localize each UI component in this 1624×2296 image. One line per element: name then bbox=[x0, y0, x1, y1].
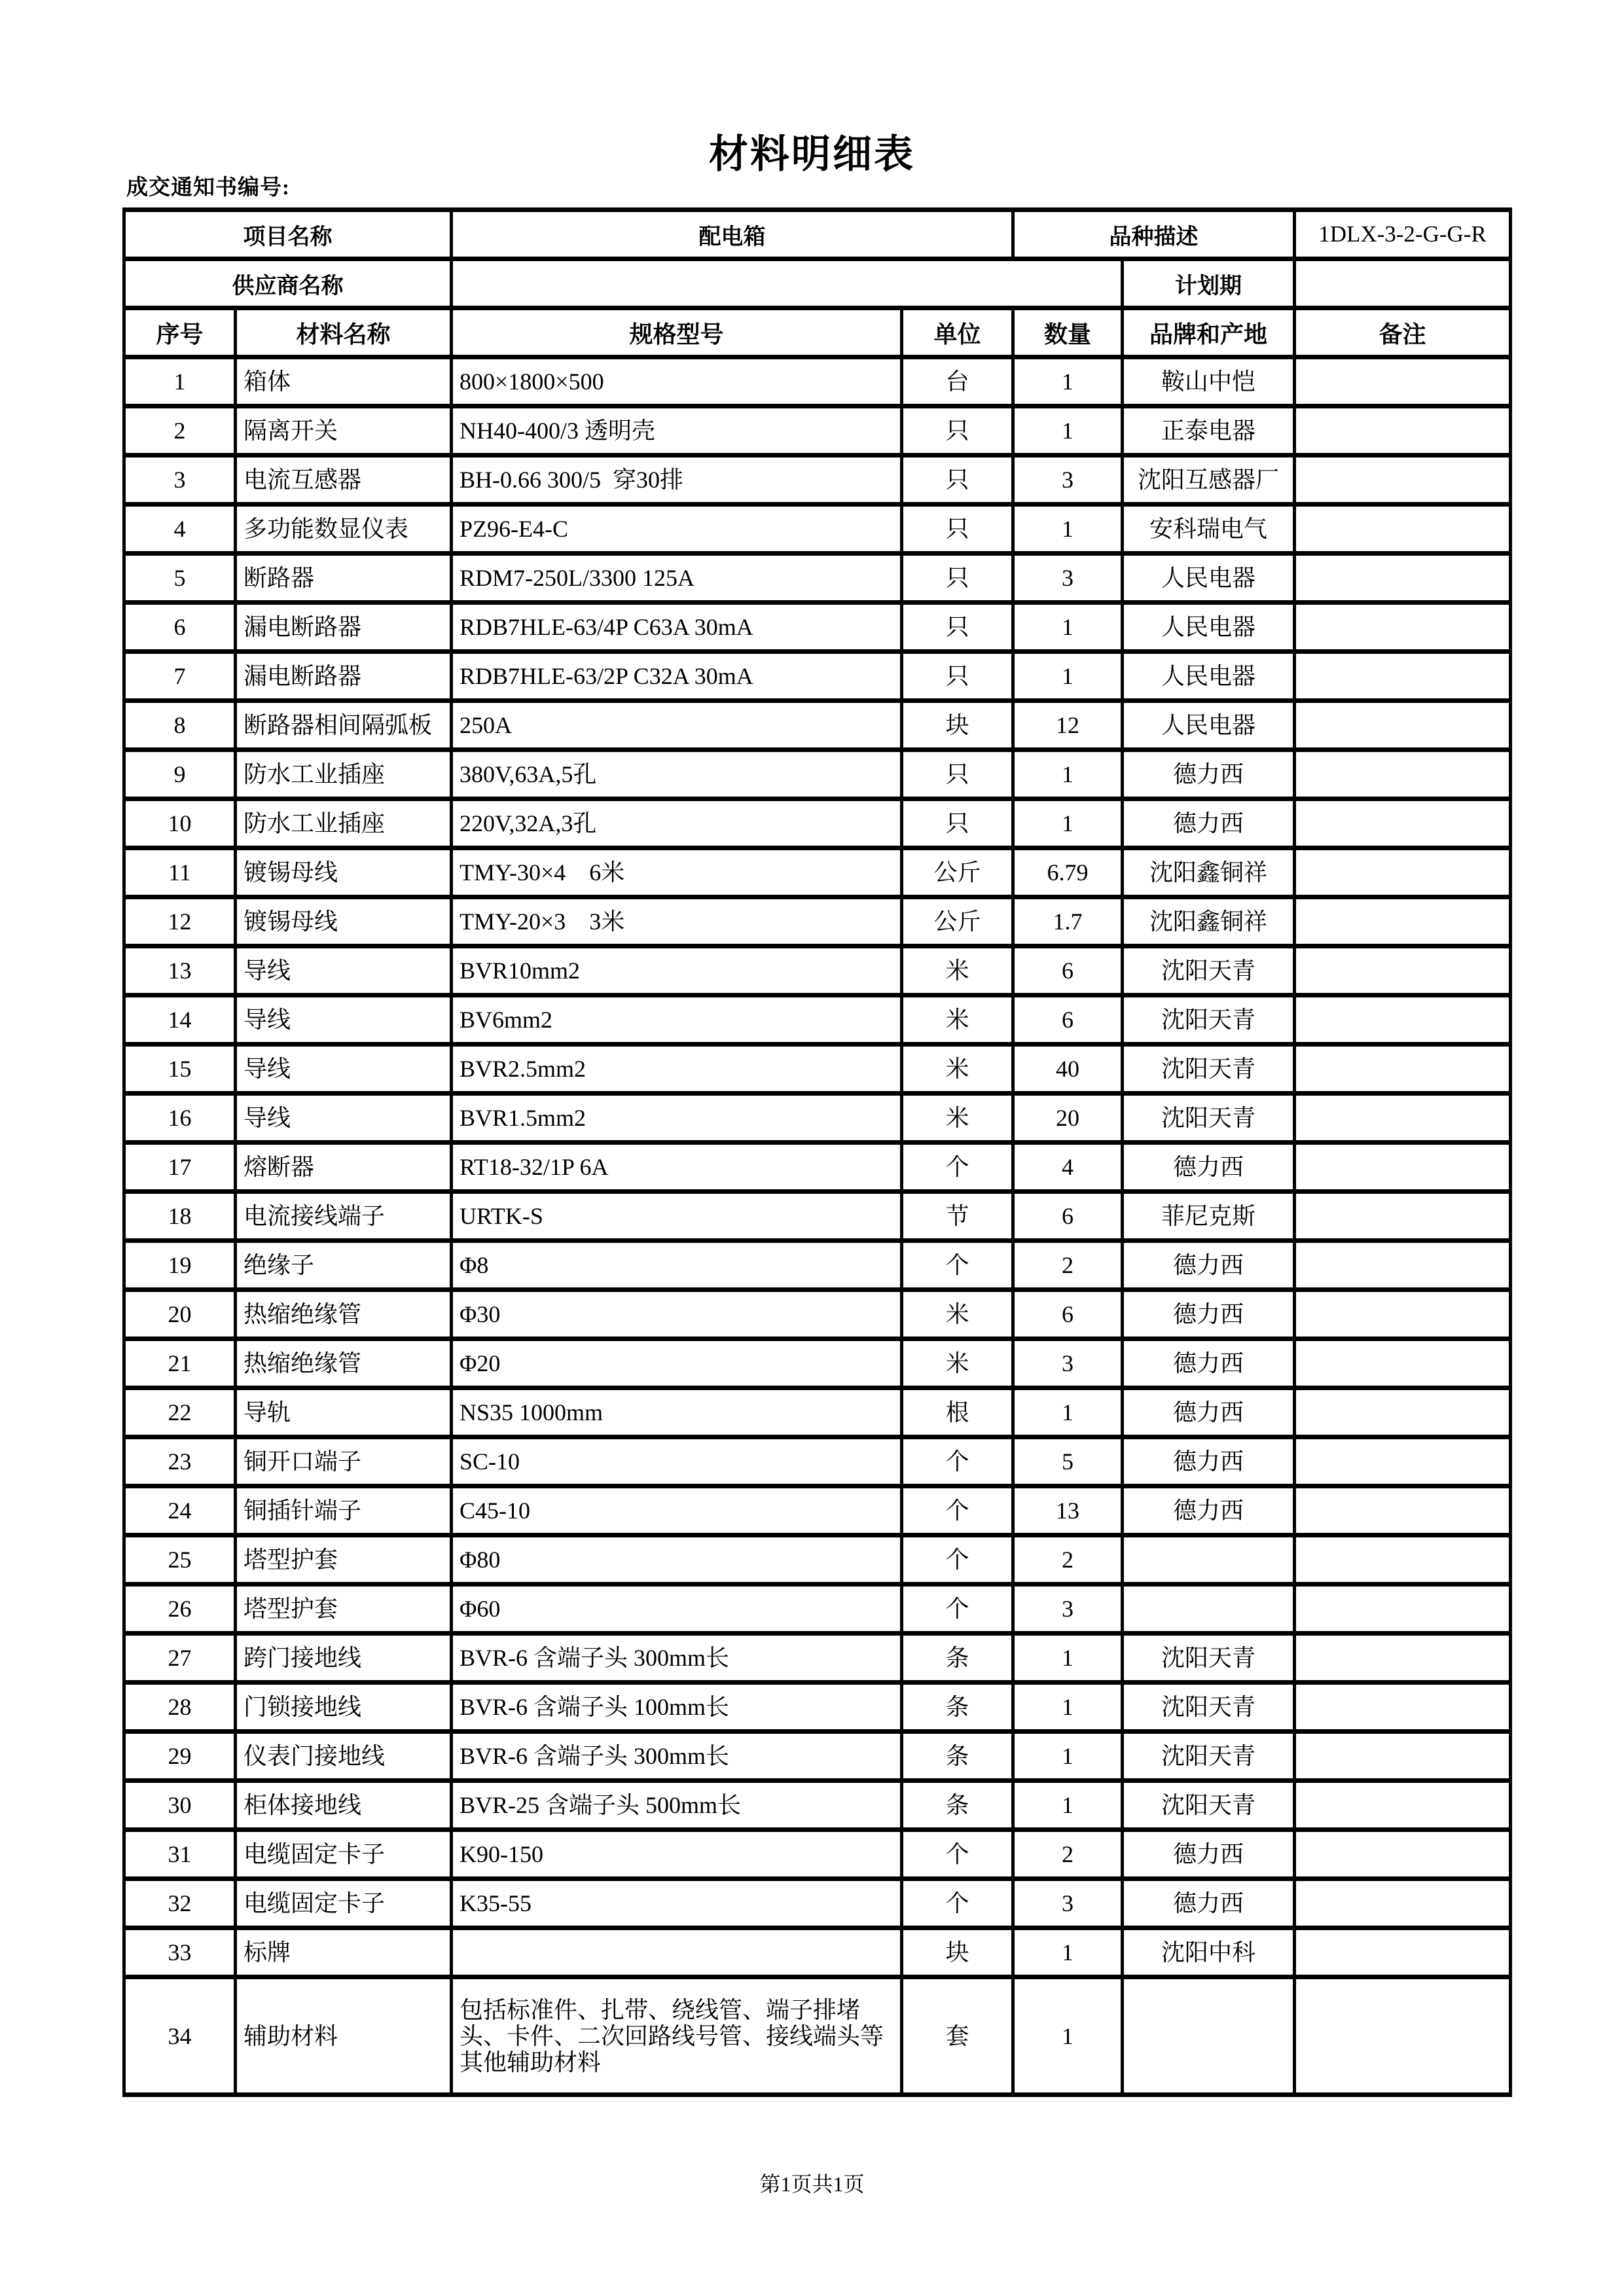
cell-name: 绝缘子 bbox=[236, 1241, 452, 1290]
cell-no: 10 bbox=[124, 799, 236, 848]
cell-spec: PZ96-E4-C bbox=[452, 505, 902, 554]
cell-brand: 德力西 bbox=[1123, 1143, 1295, 1192]
cell-qty: 1 bbox=[1013, 603, 1123, 652]
cell-no: 2 bbox=[124, 406, 236, 456]
cell-qty: 5 bbox=[1013, 1437, 1123, 1486]
cell-name: 热缩绝缘管 bbox=[236, 1339, 452, 1388]
cell-note bbox=[1295, 406, 1511, 456]
cell-name: 塔型护套 bbox=[236, 1535, 452, 1585]
cell-name: 电流互感器 bbox=[236, 456, 452, 505]
cell-qty: 6 bbox=[1013, 1192, 1123, 1241]
cell-spec: BVR2.5mm2 bbox=[452, 1045, 902, 1094]
table-row bbox=[124, 1535, 1511, 1585]
cell-brand bbox=[1123, 1535, 1295, 1585]
cell-unit: 根 bbox=[902, 1388, 1013, 1437]
cell-note bbox=[1295, 946, 1511, 996]
cell-no: 13 bbox=[124, 946, 236, 996]
cell-spec: SC-10 bbox=[452, 1437, 902, 1486]
cell-brand: 德力西 bbox=[1123, 1486, 1295, 1535]
cell-name: 电缆固定卡子 bbox=[236, 1830, 452, 1879]
cell-note bbox=[1295, 701, 1511, 750]
supplier-name-value bbox=[452, 259, 1123, 308]
cell-unit: 台 bbox=[902, 357, 1013, 406]
table-row bbox=[124, 1290, 1511, 1339]
cell-spec: 220V,32A,3孔 bbox=[452, 799, 902, 848]
cell-brand: 菲尼克斯 bbox=[1123, 1192, 1295, 1241]
cell-unit: 条 bbox=[902, 1634, 1013, 1683]
table-row bbox=[124, 1977, 1511, 2095]
cell-note bbox=[1295, 1830, 1511, 1879]
project-name-value: 配电箱 bbox=[452, 210, 1013, 259]
cell-unit: 个 bbox=[902, 1879, 1013, 1928]
table-row bbox=[124, 1781, 1511, 1830]
cell-unit: 米 bbox=[902, 1339, 1013, 1388]
cell-qty: 12 bbox=[1013, 701, 1123, 750]
table-row bbox=[124, 996, 1511, 1045]
cell-note bbox=[1295, 1241, 1511, 1290]
cell-name: 箱体 bbox=[236, 357, 452, 406]
table-row bbox=[124, 799, 1511, 848]
cell-brand: 德力西 bbox=[1123, 1879, 1295, 1928]
col-header-no: 序号 bbox=[124, 308, 236, 357]
variety-desc-value: 1DLX-3-2-G-G-R bbox=[1295, 210, 1511, 259]
cell-name: 多功能数显仪表 bbox=[236, 505, 452, 554]
cell-unit: 米 bbox=[902, 1094, 1013, 1143]
cell-qty: 3 bbox=[1013, 1879, 1123, 1928]
cell-name: 热缩绝缘管 bbox=[236, 1290, 452, 1339]
table-row bbox=[124, 750, 1511, 799]
cell-spec: BVR-6 含端子头 300mm长 bbox=[452, 1634, 902, 1683]
table-row bbox=[124, 1585, 1511, 1634]
cell-note bbox=[1295, 799, 1511, 848]
cell-no: 6 bbox=[124, 603, 236, 652]
cell-unit: 只 bbox=[902, 456, 1013, 505]
cell-qty: 4 bbox=[1013, 1143, 1123, 1192]
cell-note bbox=[1295, 1437, 1511, 1486]
cell-name: 断路器 bbox=[236, 554, 452, 603]
cell-note bbox=[1295, 1732, 1511, 1781]
col-header-qty: 数量 bbox=[1013, 308, 1123, 357]
cell-brand: 德力西 bbox=[1123, 1290, 1295, 1339]
cell-qty: 3 bbox=[1013, 1339, 1123, 1388]
cell-brand: 人民电器 bbox=[1123, 701, 1295, 750]
cell-note bbox=[1295, 848, 1511, 897]
table-row bbox=[124, 406, 1511, 456]
cell-no: 31 bbox=[124, 1830, 236, 1879]
cell-spec: Φ30 bbox=[452, 1290, 902, 1339]
table-row bbox=[124, 1486, 1511, 1535]
cell-note bbox=[1295, 1045, 1511, 1094]
supplier-name-label: 供应商名称 bbox=[124, 259, 452, 308]
cell-no: 3 bbox=[124, 456, 236, 505]
cell-spec: Φ8 bbox=[452, 1241, 902, 1290]
cell-name: 电缆固定卡子 bbox=[236, 1879, 452, 1928]
cell-qty: 40 bbox=[1013, 1045, 1123, 1094]
plan-period-value bbox=[1295, 259, 1511, 308]
cell-unit: 个 bbox=[902, 1143, 1013, 1192]
cell-unit: 块 bbox=[902, 701, 1013, 750]
cell-no: 24 bbox=[124, 1486, 236, 1535]
cell-qty: 1 bbox=[1013, 1928, 1123, 1977]
cell-unit: 只 bbox=[902, 603, 1013, 652]
cell-qty: 2 bbox=[1013, 1241, 1123, 1290]
cell-spec: TMY-20×3 3米 bbox=[452, 897, 902, 946]
cell-unit: 只 bbox=[902, 505, 1013, 554]
table-row bbox=[124, 603, 1511, 652]
cell-qty: 2 bbox=[1013, 1830, 1123, 1879]
cell-no: 29 bbox=[124, 1732, 236, 1781]
col-header-spec: 规格型号 bbox=[452, 308, 902, 357]
cell-spec: NH40-400/3 透明壳 bbox=[452, 406, 902, 456]
cell-qty: 1 bbox=[1013, 406, 1123, 456]
cell-note bbox=[1295, 505, 1511, 554]
cell-no: 16 bbox=[124, 1094, 236, 1143]
table-row bbox=[124, 1437, 1511, 1486]
cell-brand: 人民电器 bbox=[1123, 603, 1295, 652]
col-header-unit: 单位 bbox=[902, 308, 1013, 357]
cell-unit: 个 bbox=[902, 1830, 1013, 1879]
cell-spec: Φ20 bbox=[452, 1339, 902, 1388]
cell-name: 断路器相间隔弧板 bbox=[236, 701, 452, 750]
cell-brand: 德力西 bbox=[1123, 1437, 1295, 1486]
plan-period-label: 计划期 bbox=[1123, 259, 1295, 308]
cell-unit: 个 bbox=[902, 1535, 1013, 1585]
cell-unit: 只 bbox=[902, 406, 1013, 456]
cell-unit: 公斤 bbox=[902, 848, 1013, 897]
cell-spec: Φ60 bbox=[452, 1585, 902, 1634]
cell-unit: 公斤 bbox=[902, 897, 1013, 946]
cell-spec: 800×1800×500 bbox=[452, 357, 902, 406]
cell-qty: 2 bbox=[1013, 1535, 1123, 1585]
cell-spec bbox=[452, 1928, 902, 1977]
cell-spec: K90-150 bbox=[452, 1830, 902, 1879]
cell-name: 仪表门接地线 bbox=[236, 1732, 452, 1781]
cell-note bbox=[1295, 1143, 1511, 1192]
cell-note bbox=[1295, 1535, 1511, 1585]
table-row bbox=[124, 505, 1511, 554]
cell-note bbox=[1295, 1192, 1511, 1241]
cell-brand: 沈阳天青 bbox=[1123, 1045, 1295, 1094]
cell-no: 25 bbox=[124, 1535, 236, 1585]
cell-no: 8 bbox=[124, 701, 236, 750]
cell-name: 镀锡母线 bbox=[236, 897, 452, 946]
cell-qty: 13 bbox=[1013, 1486, 1123, 1535]
cell-name: 电流接线端子 bbox=[236, 1192, 452, 1241]
cell-brand: 鞍山中恺 bbox=[1123, 357, 1295, 406]
cell-brand: 德力西 bbox=[1123, 799, 1295, 848]
cell-qty: 3 bbox=[1013, 554, 1123, 603]
page-title: 材料明细表 bbox=[709, 133, 915, 176]
cell-qty: 1 bbox=[1013, 357, 1123, 406]
cell-no: 1 bbox=[124, 357, 236, 406]
cell-brand: 沈阳天青 bbox=[1123, 1683, 1295, 1732]
cell-unit: 个 bbox=[902, 1585, 1013, 1634]
cell-qty: 3 bbox=[1013, 456, 1123, 505]
cell-spec: 包括标准件、扎带、绕线管、端子排堵头、卡件、二次回路线号管、接线端头等其他辅助材料 bbox=[452, 1977, 902, 2095]
cell-qty: 1 bbox=[1013, 652, 1123, 701]
cell-qty: 1 bbox=[1013, 1634, 1123, 1683]
cell-note bbox=[1295, 1977, 1511, 2095]
cell-spec: BV6mm2 bbox=[452, 996, 902, 1045]
cell-name: 导轨 bbox=[236, 1388, 452, 1437]
table-row bbox=[124, 1879, 1511, 1928]
cell-spec: BVR1.5mm2 bbox=[452, 1094, 902, 1143]
cell-spec: K35-55 bbox=[452, 1879, 902, 1928]
cell-qty: 1 bbox=[1013, 1388, 1123, 1437]
cell-no: 17 bbox=[124, 1143, 236, 1192]
notice-number-label: 成交通知书编号: bbox=[126, 176, 290, 200]
cell-note bbox=[1295, 996, 1511, 1045]
table-row bbox=[124, 1634, 1511, 1683]
cell-no: 22 bbox=[124, 1388, 236, 1437]
cell-no: 30 bbox=[124, 1781, 236, 1830]
cell-no: 34 bbox=[124, 1977, 236, 2095]
table-row bbox=[124, 1143, 1511, 1192]
cell-brand: 沈阳鑫铜祥 bbox=[1123, 897, 1295, 946]
cell-note bbox=[1295, 1094, 1511, 1143]
table-row bbox=[124, 456, 1511, 505]
cell-brand: 沈阳天青 bbox=[1123, 996, 1295, 1045]
cell-no: 28 bbox=[124, 1683, 236, 1732]
cell-qty: 1 bbox=[1013, 1683, 1123, 1732]
cell-brand: 人民电器 bbox=[1123, 652, 1295, 701]
cell-qty: 6.79 bbox=[1013, 848, 1123, 897]
cell-name: 辅助材料 bbox=[236, 1977, 452, 2095]
cell-note bbox=[1295, 1339, 1511, 1388]
cell-no: 20 bbox=[124, 1290, 236, 1339]
cell-spec: RT18-32/1P 6A bbox=[452, 1143, 902, 1192]
cell-spec: NS35 1000mm bbox=[452, 1388, 902, 1437]
cell-qty: 1 bbox=[1013, 799, 1123, 848]
cell-note bbox=[1295, 750, 1511, 799]
cell-name: 跨门接地线 bbox=[236, 1634, 452, 1683]
cell-note bbox=[1295, 1388, 1511, 1437]
cell-brand: 沈阳互感器厂 bbox=[1123, 456, 1295, 505]
cell-brand: 沈阳天青 bbox=[1123, 1094, 1295, 1143]
cell-name: 漏电断路器 bbox=[236, 652, 452, 701]
table-row bbox=[124, 1241, 1511, 1290]
cell-brand: 沈阳鑫铜祥 bbox=[1123, 848, 1295, 897]
cell-unit: 条 bbox=[902, 1732, 1013, 1781]
cell-name: 铜开口端子 bbox=[236, 1437, 452, 1486]
cell-qty: 1 bbox=[1013, 750, 1123, 799]
cell-name: 导线 bbox=[236, 996, 452, 1045]
cell-note bbox=[1295, 1683, 1511, 1732]
cell-qty: 1.7 bbox=[1013, 897, 1123, 946]
meta-row-project bbox=[124, 210, 1511, 259]
cell-qty: 1 bbox=[1013, 505, 1123, 554]
cell-brand: 正泰电器 bbox=[1123, 406, 1295, 456]
cell-no: 15 bbox=[124, 1045, 236, 1094]
cell-unit: 个 bbox=[902, 1437, 1013, 1486]
cell-spec: 250A bbox=[452, 701, 902, 750]
col-header-brand: 品牌和产地 bbox=[1123, 308, 1295, 357]
cell-unit: 米 bbox=[902, 996, 1013, 1045]
cell-name: 导线 bbox=[236, 946, 452, 996]
cell-no: 19 bbox=[124, 1241, 236, 1290]
cell-brand: 沈阳天青 bbox=[1123, 1634, 1295, 1683]
cell-no: 11 bbox=[124, 848, 236, 897]
table-row bbox=[124, 1388, 1511, 1437]
cell-unit: 套 bbox=[902, 1977, 1013, 2095]
cell-no: 7 bbox=[124, 652, 236, 701]
table-row bbox=[124, 1830, 1511, 1879]
cell-brand: 德力西 bbox=[1123, 1830, 1295, 1879]
cell-note bbox=[1295, 1879, 1511, 1928]
cell-unit: 节 bbox=[902, 1192, 1013, 1241]
cell-unit: 只 bbox=[902, 799, 1013, 848]
cell-spec: URTK-S bbox=[452, 1192, 902, 1241]
cell-no: 26 bbox=[124, 1585, 236, 1634]
cell-note bbox=[1295, 456, 1511, 505]
cell-spec: TMY-30×4 6米 bbox=[452, 848, 902, 897]
variety-desc-label: 品种描述 bbox=[1013, 210, 1295, 259]
table-row bbox=[124, 1192, 1511, 1241]
cell-name: 塔型护套 bbox=[236, 1585, 452, 1634]
cell-no: 5 bbox=[124, 554, 236, 603]
cell-brand: 德力西 bbox=[1123, 1241, 1295, 1290]
cell-brand: 沈阳天青 bbox=[1123, 1732, 1295, 1781]
cell-no: 33 bbox=[124, 1928, 236, 1977]
cell-no: 14 bbox=[124, 996, 236, 1045]
cell-brand: 人民电器 bbox=[1123, 554, 1295, 603]
cell-name: 防水工业插座 bbox=[236, 799, 452, 848]
cell-name: 防水工业插座 bbox=[236, 750, 452, 799]
cell-qty: 1 bbox=[1013, 1977, 1123, 2095]
cell-note bbox=[1295, 1928, 1511, 1977]
cell-note bbox=[1295, 1634, 1511, 1683]
cell-spec: RDB7HLE-63/2P C32A 30mA bbox=[452, 652, 902, 701]
cell-name: 导线 bbox=[236, 1094, 452, 1143]
cell-brand: 德力西 bbox=[1123, 750, 1295, 799]
cell-note bbox=[1295, 897, 1511, 946]
table-row bbox=[124, 357, 1511, 406]
cell-no: 18 bbox=[124, 1192, 236, 1241]
table-row bbox=[124, 946, 1511, 996]
cell-note bbox=[1295, 1486, 1511, 1535]
cell-unit: 块 bbox=[902, 1928, 1013, 1977]
cell-qty: 6 bbox=[1013, 1290, 1123, 1339]
cell-note bbox=[1295, 652, 1511, 701]
cell-name: 柜体接地线 bbox=[236, 1781, 452, 1830]
cell-qty: 3 bbox=[1013, 1585, 1123, 1634]
cell-spec: BVR-6 含端子头 100mm长 bbox=[452, 1683, 902, 1732]
cell-name: 镀锡母线 bbox=[236, 848, 452, 897]
cell-note bbox=[1295, 1290, 1511, 1339]
cell-unit: 只 bbox=[902, 554, 1013, 603]
cell-note bbox=[1295, 1585, 1511, 1634]
table-row bbox=[124, 701, 1511, 750]
cell-no: 23 bbox=[124, 1437, 236, 1486]
cell-name: 导线 bbox=[236, 1045, 452, 1094]
meta-row-supplier bbox=[124, 259, 1511, 308]
cell-brand: 沈阳天青 bbox=[1123, 946, 1295, 996]
cell-brand bbox=[1123, 1585, 1295, 1634]
cell-qty: 6 bbox=[1013, 946, 1123, 996]
cell-no: 12 bbox=[124, 897, 236, 946]
table-row bbox=[124, 1732, 1511, 1781]
table-row bbox=[124, 1045, 1511, 1094]
table-row bbox=[124, 848, 1511, 897]
cell-name: 铜插针端子 bbox=[236, 1486, 452, 1535]
cell-name: 门锁接地线 bbox=[236, 1683, 452, 1732]
cell-spec: 380V,63A,5孔 bbox=[452, 750, 902, 799]
col-header-note: 备注 bbox=[1295, 308, 1511, 357]
cell-unit: 个 bbox=[902, 1486, 1013, 1535]
table-row bbox=[124, 652, 1511, 701]
cell-name: 隔离开关 bbox=[236, 406, 452, 456]
cell-name: 熔断器 bbox=[236, 1143, 452, 1192]
cell-unit: 条 bbox=[902, 1683, 1013, 1732]
table-row bbox=[124, 1683, 1511, 1732]
cell-unit: 只 bbox=[902, 750, 1013, 799]
col-header-name: 材料名称 bbox=[236, 308, 452, 357]
cell-no: 27 bbox=[124, 1634, 236, 1683]
cell-spec: BVR10mm2 bbox=[452, 946, 902, 996]
cell-unit: 米 bbox=[902, 1290, 1013, 1339]
cell-spec: BVR-25 含端子头 500mm长 bbox=[452, 1781, 902, 1830]
cell-brand bbox=[1123, 1977, 1295, 2095]
page-number-footer: 第1页共1页 bbox=[759, 2172, 865, 2196]
cell-unit: 米 bbox=[902, 946, 1013, 996]
cell-qty: 1 bbox=[1013, 1732, 1123, 1781]
cell-name: 标牌 bbox=[236, 1928, 452, 1977]
cell-qty: 1 bbox=[1013, 1781, 1123, 1830]
table-row bbox=[124, 1928, 1511, 1977]
cell-no: 32 bbox=[124, 1879, 236, 1928]
cell-unit: 个 bbox=[902, 1241, 1013, 1290]
cell-brand: 德力西 bbox=[1123, 1339, 1295, 1388]
cell-no: 21 bbox=[124, 1339, 236, 1388]
cell-unit: 米 bbox=[902, 1045, 1013, 1094]
cell-note bbox=[1295, 357, 1511, 406]
cell-no: 9 bbox=[124, 750, 236, 799]
cell-note bbox=[1295, 554, 1511, 603]
material-detail-table bbox=[122, 207, 1512, 2097]
cell-spec: RDB7HLE-63/4P C63A 30mA bbox=[452, 603, 902, 652]
project-name-label: 项目名称 bbox=[124, 210, 452, 259]
cell-spec: Φ80 bbox=[452, 1535, 902, 1585]
table-row bbox=[124, 897, 1511, 946]
cell-brand: 沈阳天青 bbox=[1123, 1781, 1295, 1830]
cell-spec: BVR-6 含端子头 300mm长 bbox=[452, 1732, 902, 1781]
cell-unit: 条 bbox=[902, 1781, 1013, 1830]
cell-name: 漏电断路器 bbox=[236, 603, 452, 652]
column-header-row bbox=[124, 308, 1511, 357]
cell-brand: 安科瑞电气 bbox=[1123, 505, 1295, 554]
cell-qty: 6 bbox=[1013, 996, 1123, 1045]
cell-qty: 20 bbox=[1013, 1094, 1123, 1143]
table-row bbox=[124, 554, 1511, 603]
cell-spec: C45-10 bbox=[452, 1486, 902, 1535]
table-row bbox=[124, 1094, 1511, 1143]
cell-spec: RDM7-250L/3300 125A bbox=[452, 554, 902, 603]
cell-spec: BH-0.66 300/5 穿30排 bbox=[452, 456, 902, 505]
table-row bbox=[124, 1339, 1511, 1388]
cell-note bbox=[1295, 603, 1511, 652]
cell-brand: 沈阳中科 bbox=[1123, 1928, 1295, 1977]
cell-brand: 德力西 bbox=[1123, 1388, 1295, 1437]
cell-unit: 只 bbox=[902, 652, 1013, 701]
cell-note bbox=[1295, 1781, 1511, 1830]
cell-no: 4 bbox=[124, 505, 236, 554]
